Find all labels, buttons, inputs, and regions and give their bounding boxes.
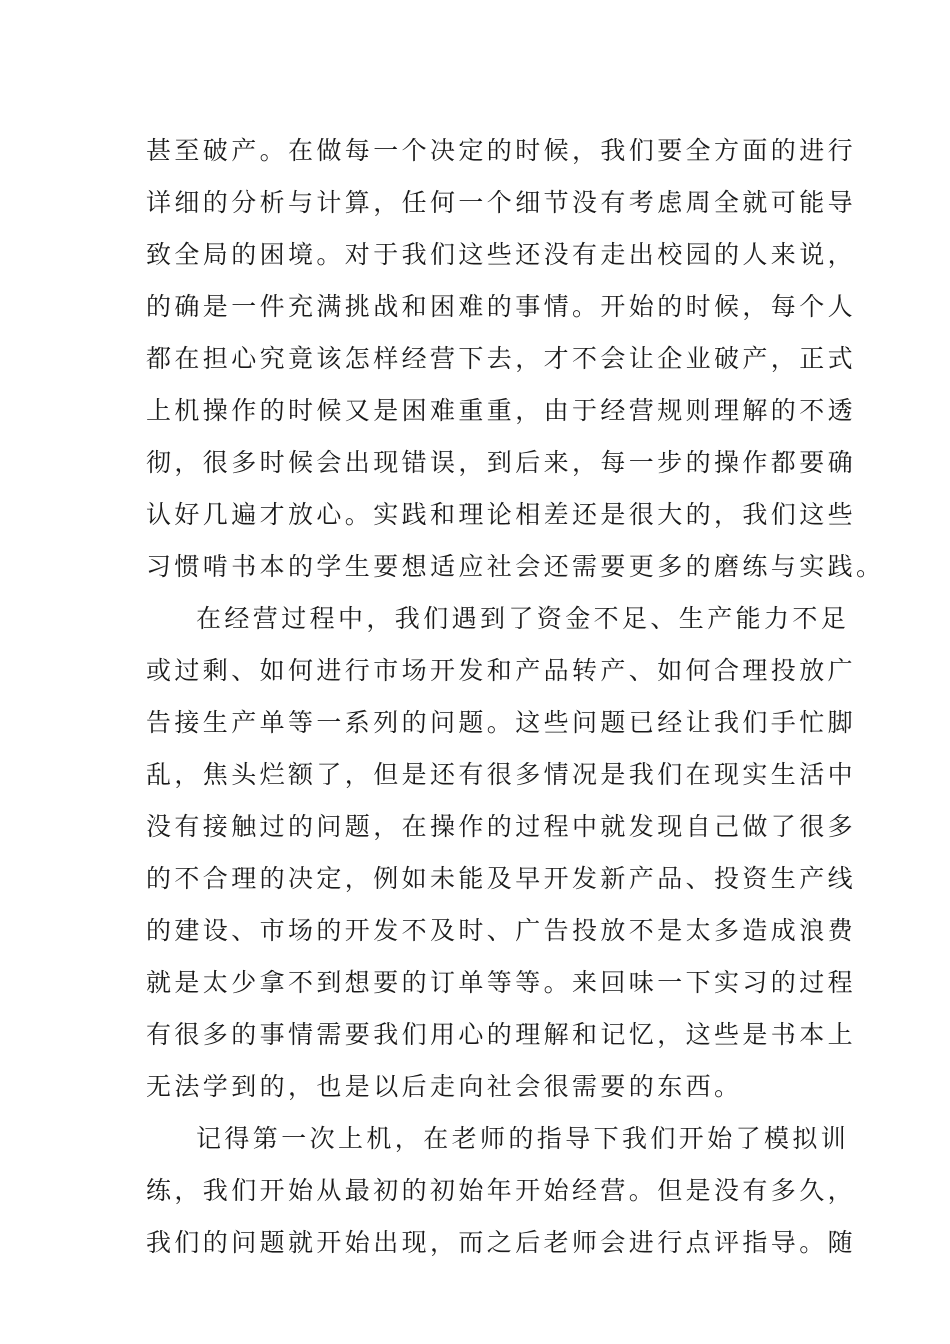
paragraph-1-line-7: 彻，很多时候会出现错误，到后来，每一步的操作都要确 (146, 448, 857, 477)
paragraph-3-line-2: 练，我们开始从最初的初始年开始经营。但是没有多久， (146, 1176, 857, 1205)
paragraph-2-line-9: 有很多的事情需要我们用心的理解和记忆，这些是书本上 (146, 1020, 857, 1049)
paragraph-1-line-9: 习惯啃书本的学生要想适应社会还需要更多的磨练与实践。 (146, 552, 885, 581)
paragraph-2-line-6: 的不合理的决定，例如未能及早开发新产品、投资生产线 (146, 864, 857, 893)
paragraph-1-line-5: 都在担心究竟该怎样经营下去，才不会让企业破产，正式 (146, 344, 857, 373)
paragraph-2-line-1: 在经营过程中，我们遇到了资金不足、生产能力不足 (196, 604, 850, 633)
paragraph-1-line-4: 的确是一件充满挑战和困难的事情。开始的时候，每个人 (146, 292, 857, 321)
paragraph-1-line-2: 详细的分析与计算，任何一个细节没有考虑周全就可能导 (146, 188, 857, 217)
paragraph-2-line-5: 没有接触过的问题，在操作的过程中就发现自己做了很多 (146, 812, 857, 841)
paragraph-2-line-8: 就是太少拿不到想要的订单等等。来回味一下实习的过程 (146, 968, 857, 997)
paragraph-2-line-7: 的建设、市场的开发不及时、广告投放不是太多造成浪费 (146, 916, 857, 945)
paragraph-2-line-2: 或过剩、如何进行市场开发和产品转产、如何合理投放广 (146, 656, 857, 685)
paragraph-2-line-4: 乱，焦头烂额了，但是还有很多情况是我们在现实生活中 (146, 760, 857, 789)
paragraph-2-line-10: 无法学到的，也是以后走向社会很需要的东西。 (146, 1072, 743, 1101)
paragraph-1-line-1: 甚至破产。在做每一个决定的时候，我们要全方面的进行 (146, 136, 857, 165)
paragraph-2-line-3: 告接生产单等一系列的问题。这些问题已经让我们手忙脚 (146, 708, 857, 737)
paragraph-3-line-1: 记得第一次上机，在老师的指导下我们开始了模拟训 (196, 1124, 850, 1153)
paragraph-3-line-3: 我们的问题就开始出现，而之后老师会进行点评指导。随 (146, 1228, 857, 1257)
paragraph-1-line-3: 致全局的困境。对于我们这些还没有走出校园的人来说， (146, 240, 857, 269)
paragraph-1-line-8: 认好几遍才放心。实践和理论相差还是很大的，我们这些 (146, 500, 857, 529)
paragraph-1-line-6: 上机操作的时候又是困难重重，由于经营规则理解的不透 (146, 396, 857, 425)
